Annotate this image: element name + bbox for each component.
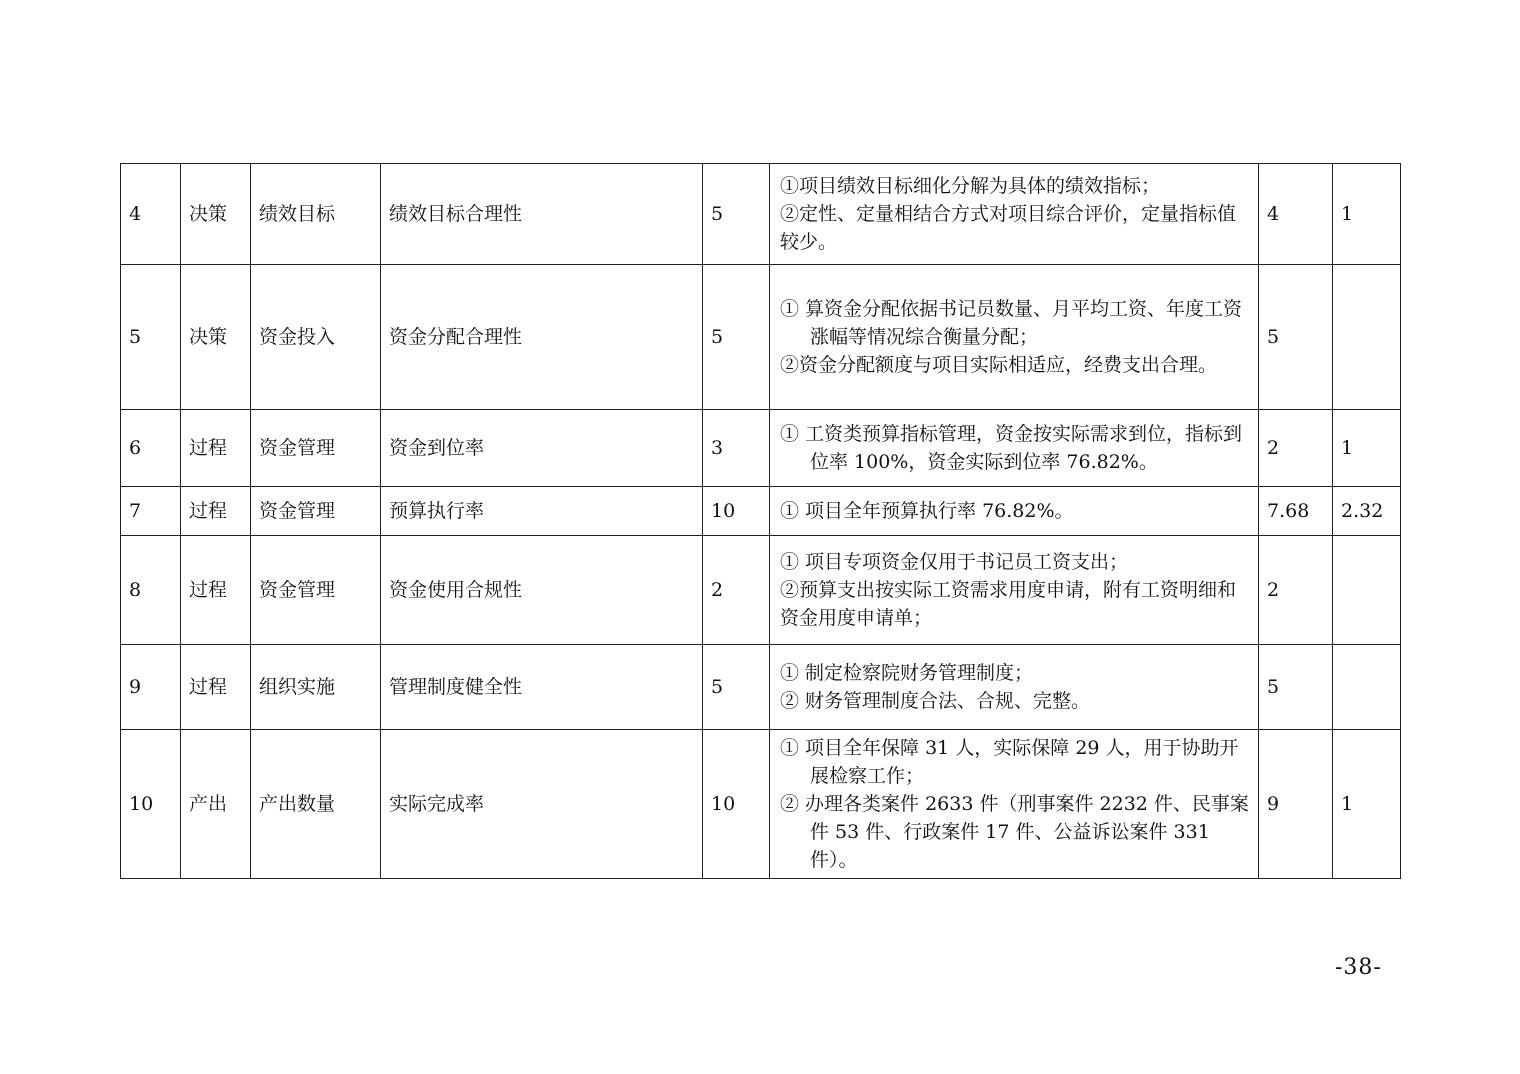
evaluation-note-item: ② 办理各类案件 2633 件（刑事案件 2232 件、民事案件 53 件、行政案件 17 件、公益诉讼案件 331 件）。 [780,793,1249,871]
cell-deduction [1333,265,1401,410]
table-row [121,265,1401,410]
evaluation-note-item: ① 项目全年保障 31 人，实际保障 29 人，用于协助开展检察工作； [780,737,1239,787]
table-body [121,164,1401,879]
evaluation-note-item: ① 项目全年预算执行率 76.82%。 [780,500,1074,522]
cell-level3-indicator: 资金使用合规性 [381,536,703,645]
cell-weight: 5 [703,265,770,410]
cell-level1-indicator: 决策 [181,265,251,410]
cell-score: 7.68 [1259,487,1333,536]
cell-level3-indicator: 资金到位率 [381,410,703,487]
cell-deduction [1333,536,1401,645]
cell-weight: 10 [703,487,770,536]
cell-level3-indicator: 资金分配合理性 [381,265,703,410]
cell-number: 4 [121,164,181,265]
cell-weight: 5 [703,645,770,730]
table-row [121,410,1401,487]
cell-level3-indicator: 预算执行率 [381,487,703,536]
cell-level2-indicator: 资金投入 [251,265,381,410]
table-row [121,730,1401,879]
cell-level1-indicator: 过程 [181,487,251,536]
cell-score: 5 [1259,645,1333,730]
cell-number: 9 [121,645,181,730]
cell-score: 9 [1259,730,1333,879]
evaluation-note-item: ②预算支出按实际工资需求用度申请，附有工资明细和资金用度申请单； [780,579,1237,629]
cell-level2-indicator: 资金管理 [251,410,381,487]
cell-number: 8 [121,536,181,645]
cell-score: 2 [1259,536,1333,645]
cell-evaluation-notes [770,164,1259,265]
cell-evaluation-notes [770,645,1259,730]
cell-score: 4 [1259,164,1333,265]
cell-weight: 2 [703,536,770,645]
cell-deduction: 1 [1333,410,1401,487]
cell-level1-indicator: 产出 [181,730,251,879]
cell-level1-indicator: 过程 [181,410,251,487]
evaluation-note-item: ① 算资金分配依据书记员数量、月平均工资、年度工资涨幅等情况综合衡量分配； [780,298,1243,348]
table-row [121,487,1401,536]
cell-evaluation-notes [770,730,1259,879]
cell-level2-indicator: 组织实施 [251,645,381,730]
evaluation-note-item: ②资金分配额度与项目实际相适应，经费支出合理。 [780,354,1218,376]
cell-number: 6 [121,410,181,487]
cell-number: 5 [121,265,181,410]
cell-deduction: 2.32 [1333,487,1401,536]
table-row [121,645,1401,730]
cell-level1-indicator: 过程 [181,536,251,645]
cell-level2-indicator: 资金管理 [251,487,381,536]
cell-score: 2 [1259,410,1333,487]
evaluation-note-item: ① 制定检察院财务管理制度； [780,662,1034,684]
cell-score: 5 [1259,265,1333,410]
page-number: -38- [1335,955,1382,980]
evaluation-note-item: ① 项目专项资金仅用于书记员工资支出； [780,551,1129,573]
cell-level1-indicator: 过程 [181,645,251,730]
cell-level3-indicator: 绩效目标合理性 [381,164,703,265]
cell-level2-indicator: 产出数量 [251,730,381,879]
table-row [121,164,1401,265]
evaluation-note-item: ② 财务管理制度合法、合规、完整。 [780,690,1091,712]
cell-weight: 10 [703,730,770,879]
cell-weight: 5 [703,164,770,265]
cell-level2-indicator: 资金管理 [251,536,381,645]
cell-evaluation-notes [770,410,1259,487]
evaluation-table [120,163,1401,879]
cell-weight: 3 [703,410,770,487]
evaluation-note-item: ②定性、定量相结合方式对项目综合评价，定量指标值较少。 [780,203,1237,253]
cell-deduction: 1 [1333,730,1401,879]
cell-level1-indicator: 决策 [181,164,251,265]
cell-number: 7 [121,487,181,536]
cell-level2-indicator: 绩效目标 [251,164,381,265]
cell-evaluation-notes [770,536,1259,645]
table-row [121,536,1401,645]
evaluation-note-item: ① 工资类预算指标管理，资金按实际需求到位，指标到位率 100%，资金实际到位率 76.82%。 [780,423,1243,473]
cell-evaluation-notes [770,487,1259,536]
cell-deduction [1333,645,1401,730]
cell-level3-indicator: 实际完成率 [381,730,703,879]
cell-number: 10 [121,730,181,879]
cell-deduction: 1 [1333,164,1401,265]
evaluation-note-item: ①项目绩效目标细化分解为具体的绩效指标； [780,175,1161,197]
cell-level3-indicator: 管理制度健全性 [381,645,703,730]
cell-evaluation-notes [770,265,1259,410]
